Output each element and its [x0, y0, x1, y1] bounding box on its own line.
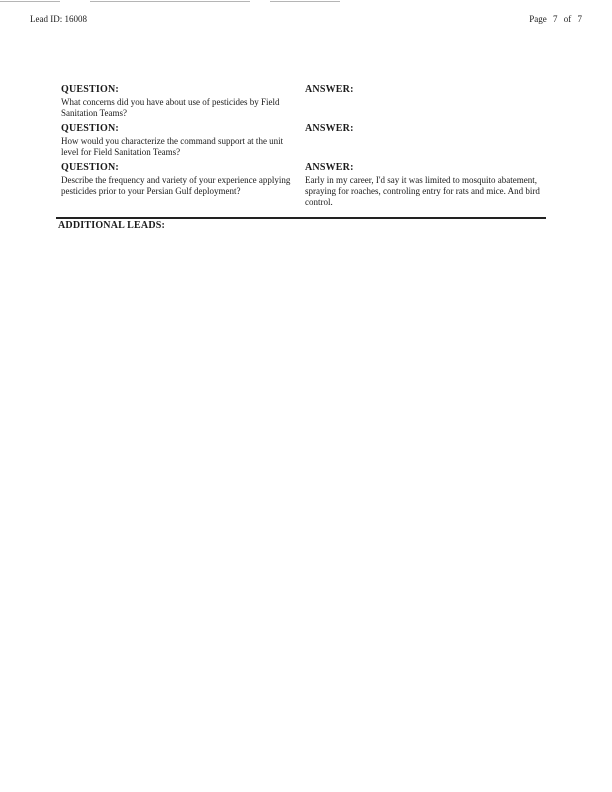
answer-label: ANSWER: [305, 84, 354, 95]
question-label: QUESTION: [61, 123, 119, 134]
question-text: How would you characterize the command support at the unit level for Field Sanitation Teams? [61, 136, 284, 157]
question-label: QUESTION: [61, 162, 119, 173]
section-divider [56, 217, 546, 219]
page-total: 7 [577, 14, 582, 24]
question-3 [61, 162, 291, 197]
additional-leads-heading: ADDITIONAL LEADS: [58, 220, 166, 231]
answer-text: Early in my career, I'd say it was limited to mosquito abatement, spraying for roaches, controling entry for rats and mice. And bird control. [305, 175, 540, 207]
answer-2 [305, 123, 545, 136]
question-2 [61, 123, 291, 158]
scan-artifact-line [0, 1, 60, 2]
question-label: QUESTION: [61, 84, 119, 95]
page-word: Page [529, 14, 547, 24]
answer-1 [305, 84, 545, 97]
answer-label: ANSWER: [305, 162, 354, 173]
page-indicator [525, 14, 582, 24]
scan-artifact-line [270, 1, 340, 2]
page-current: 7 [553, 14, 558, 24]
lead-id: Lead ID: 16008 [30, 14, 87, 24]
page-of: of [563, 14, 572, 24]
question-1 [61, 84, 291, 119]
answer-label: ANSWER: [305, 123, 354, 134]
question-text: What concerns did you have about use of pesticides by Field Sanitation Teams? [61, 97, 280, 118]
scan-artifact-line [90, 1, 250, 2]
answer-3 [305, 162, 545, 208]
question-text: Describe the frequency and variety of your experience applying pesticides prior to your Persian Gulf deployment? [61, 175, 291, 196]
